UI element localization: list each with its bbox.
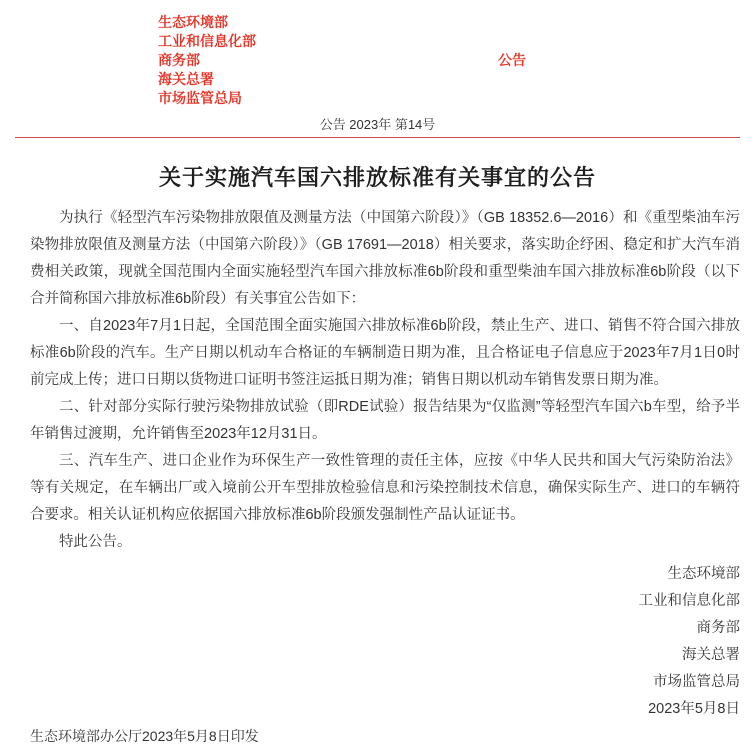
signature-agency: 商务部 bbox=[696, 620, 740, 636]
document-number: 公告 2023年 第14号 bbox=[319, 117, 436, 132]
signature-agency: 海关总署 bbox=[682, 647, 740, 663]
body-paragraph-item-3: 三、汽车生产、进口企业作为环保生产一致性管理的责任主体，应按《中华人民共和国大气污染防治法》等有关规定，在车辆出厂或入境前公开车型排放检验信息和污染控制技术信息，确保实际生产、进口的车辆符合要求。相关认证机构应依据国六排放标准6b阶段颁发强制性产品认证证书。 bbox=[30, 453, 740, 523]
signature-agency: 生态环境部 bbox=[667, 566, 740, 582]
signature-block bbox=[30, 561, 740, 723]
issuing-agency-name: 市场监管总局 bbox=[158, 90, 242, 106]
issuing-agency-header bbox=[158, 13, 256, 108]
page-title: 关于实施汽车国六排放标准有关事宜的公告 bbox=[158, 165, 596, 190]
body-paragraph-item-2: 二、针对部分实际行驶污染物排放试验（即RDE试验）报告结果为“仅监测”等轻型汽车国六b车型，给予半年销售过渡期，允许销售至2023年12月31日。 bbox=[30, 399, 740, 442]
signature-date: 2023年5月8日 bbox=[648, 701, 740, 717]
print-note: 生态环境部办公厅2023年5月8日印发 bbox=[30, 728, 259, 744]
body-paragraph-closing: 特此公告。 bbox=[59, 534, 132, 550]
issuing-agency-name: 海关总署 bbox=[158, 71, 214, 87]
body-paragraph-item-1: 一、自2023年7月1日起，全国范围全面实施国六排放标准6b阶段，禁止生产、进口、销售不符合国六排放标准6b阶段的汽车。生产日期以机动车合格证的车辆制造日期为准，且合格证电子信息应于2023年7月1日0时前完成上传；进口日期以货物进口证明书签注运抵日期为准；销售日期以机动车销售发票日期为准。 bbox=[30, 318, 740, 388]
issuing-agency-name: 生态环境部 bbox=[158, 14, 228, 30]
notice-type-label: 公告 bbox=[498, 52, 526, 68]
issuing-agency-name: 工业和信息化部 bbox=[158, 33, 256, 49]
signature-agency: 工业和信息化部 bbox=[638, 593, 740, 609]
issuing-agency-name: 商务部 bbox=[158, 52, 200, 68]
red-divider bbox=[15, 137, 740, 138]
signature-agency: 市场监管总局 bbox=[653, 674, 740, 690]
document-body bbox=[30, 205, 740, 748]
body-paragraph-intro: 为执行《轻型汽车污染物排放限值及测量方法（中国第六阶段）》（GB 18352.6—2016）和《重型柴油车污染物排放限值及测量方法（中国第六阶段）》（GB 17691—2018）相关要求，落实助企纾困、稳定和扩大汽车消费相关政策，现就全国范围内全面实施轻型汽车国六排放标准6b阶段和重型柴油车国六排放标准6b阶段（以下合并简称国六排放标准6b阶段）有关事宜公告如下： bbox=[30, 210, 740, 307]
